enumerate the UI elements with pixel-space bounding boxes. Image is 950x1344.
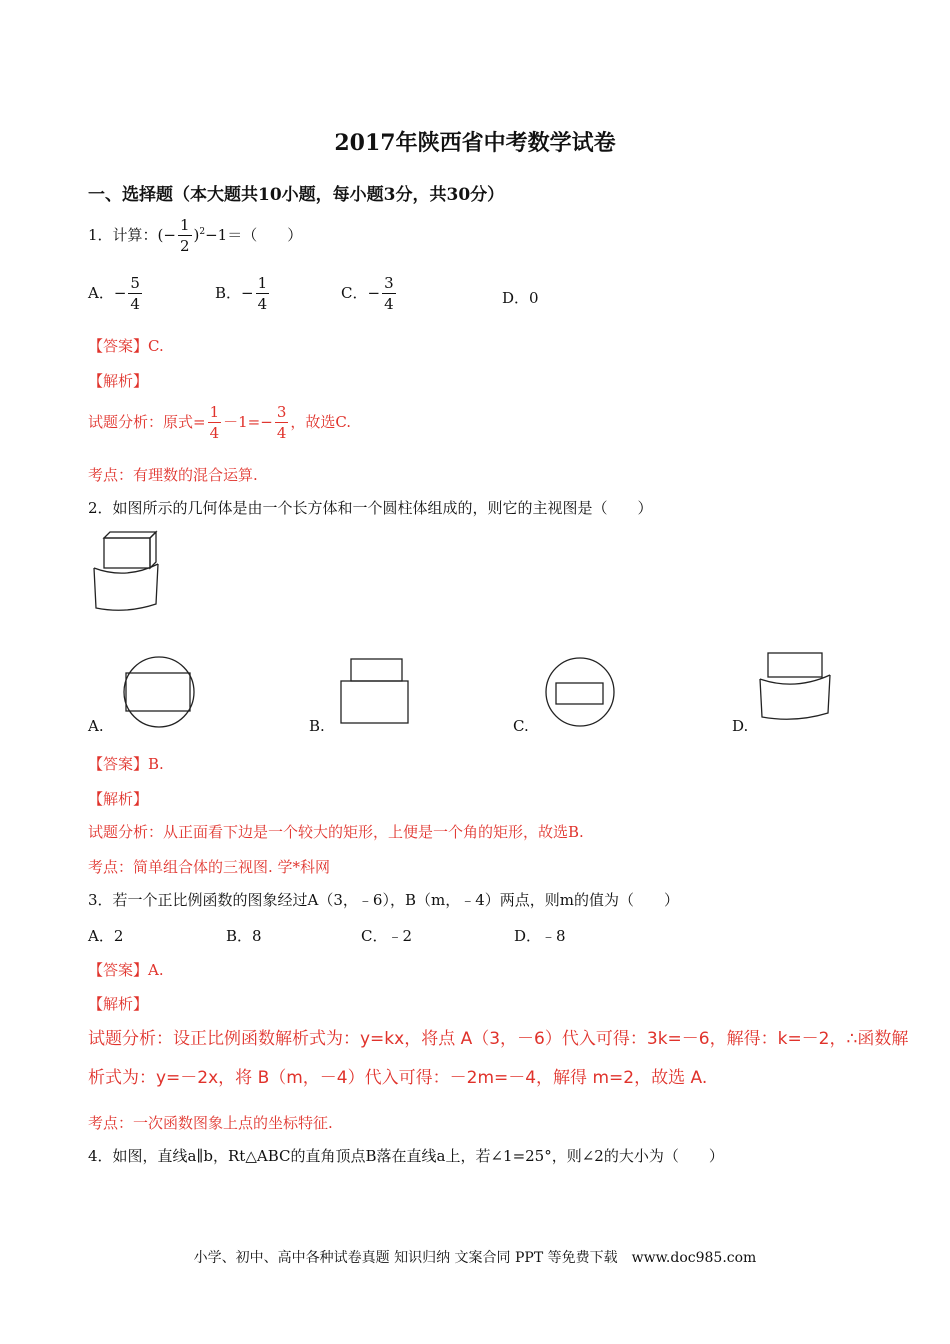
q1-option-d: D．0 <box>502 289 539 307</box>
q2-option-a-label: A. <box>88 717 104 735</box>
option-fraction <box>128 276 142 312</box>
q1-explanation <box>88 405 351 441</box>
numerator: 1 <box>209 403 220 421</box>
option-fraction <box>256 276 270 312</box>
q1-option-b <box>215 276 271 312</box>
q1-frac-numerator: 1 <box>179 216 190 234</box>
explain-tail: ，故选C. <box>290 413 352 431</box>
q2-option-d-figure <box>760 651 840 731</box>
q2-option-c-label: C. <box>513 717 529 735</box>
question-1 <box>88 218 302 254</box>
q1-exponent: 2 <box>199 227 206 237</box>
q3-explanation-line-1: 试题分析：设正比例函数解析式为：y=kx，将点 A（3，－6）代入可得：3k=－6，解得：k=－2，∴函数解 <box>88 1029 909 1049</box>
large-rect-shape <box>341 681 408 723</box>
option-sign: − <box>367 284 381 302</box>
q2-option-b-figure <box>341 659 421 729</box>
q1-option-c <box>341 276 398 312</box>
numerator: 3 <box>384 274 394 292</box>
rect-shape <box>768 653 822 677</box>
q3-option-a: A．2 <box>88 927 124 945</box>
option-sign: − <box>241 284 254 302</box>
q1-option-a <box>88 276 144 312</box>
box-side-face <box>150 532 156 568</box>
question-4: 4．如图，直线a∥b，Rt△ABC的直角顶点B落在直线a上，若∠1=25°，则∠2的大小为（ ） <box>88 1147 724 1165</box>
explain-fraction-1 <box>208 405 222 441</box>
explain-fraction-2 <box>275 405 289 441</box>
q3-option-d: D．﹣8 <box>514 927 566 945</box>
q2-option-c-figure <box>545 657 625 737</box>
option-label: C． <box>341 284 368 302</box>
q3-answer: 【答案】A. <box>88 961 164 979</box>
explain-prefix: 试题分析：原式= <box>88 413 206 431</box>
q1-close: ) <box>193 226 200 244</box>
option-fraction <box>382 276 396 312</box>
q3-point: 考点：一次函数图象上点的坐标特征. <box>88 1114 333 1132</box>
q1-frac-denominator: 2 <box>179 237 190 255</box>
numerator: 3 <box>276 403 287 421</box>
q1-sign: (− <box>157 226 176 244</box>
circle-shape <box>124 657 194 727</box>
numerator: 1 <box>257 274 268 292</box>
q1-tail: −1＝（ ） <box>205 226 303 244</box>
section-heading: 一、选择题（本大题共10小题，每小题3分，共30分） <box>88 185 505 205</box>
q3-explanation-line-2: 析式为：y=－2x，将 B（m，－4）代入可得：－2m=－4，解得 m=2，故选 A. <box>88 1068 708 1088</box>
q3-analysis-label: 【解析】 <box>88 995 149 1013</box>
denominator: 4 <box>257 295 268 313</box>
denominator: 4 <box>209 424 220 442</box>
option-label: B． <box>215 284 242 302</box>
q2-explanation: 试题分析：从正面看下边是一个较大的矩形，上便是一个角的矩形，故选B. <box>88 823 584 841</box>
denominator: 4 <box>276 424 287 442</box>
q1-fraction <box>178 218 192 254</box>
rect-shape <box>556 683 603 704</box>
footer-text: 小学、初中、高中各种试卷真题 知识归纳 文案合同 PPT 等免费下载 www.doc985.com <box>193 1250 757 1266</box>
small-rect-shape <box>351 659 402 681</box>
q1-answer: 【答案】C. <box>88 337 164 355</box>
denominator: 4 <box>130 295 140 313</box>
question-2: 2．如图所示的几何体是由一个长方体和一个圆柱体组成的，则它的主视图是（ ） <box>88 499 653 517</box>
q2-option-d-label: D. <box>732 717 749 735</box>
option-sign: − <box>113 284 127 302</box>
q3-option-c: C．﹣2 <box>361 927 413 945</box>
option-label: A． <box>88 284 114 302</box>
box-front-face <box>104 538 150 568</box>
q1-prefix: 1．计算： <box>88 226 158 244</box>
explain-mid: －1=− <box>223 413 273 431</box>
q2-analysis-label: 【解析】 <box>88 790 149 808</box>
rect-shape <box>126 673 190 711</box>
q2-option-b-label: B. <box>309 717 325 735</box>
q2-answer: 【答案】B. <box>88 755 164 773</box>
q2-option-a-figure <box>124 657 224 737</box>
q2-point: 考点：简单组合体的三视图. 学*科网 <box>88 858 331 876</box>
denominator: 4 <box>384 295 394 313</box>
q1-point: 考点：有理数的混合运算. <box>88 466 258 484</box>
box-top-face <box>104 532 156 538</box>
solid-figure <box>88 528 178 618</box>
question-3: 3．若一个正比例函数的图象经过A（3，﹣6），B（m，﹣4）两点，则m的值为（ ） <box>88 891 679 909</box>
page-title: 2017年陕西省中考数学试卷 <box>334 130 616 156</box>
q3-option-b: B．8 <box>226 927 262 945</box>
numerator: 5 <box>130 274 140 292</box>
q1-analysis-label: 【解析】 <box>88 372 149 390</box>
